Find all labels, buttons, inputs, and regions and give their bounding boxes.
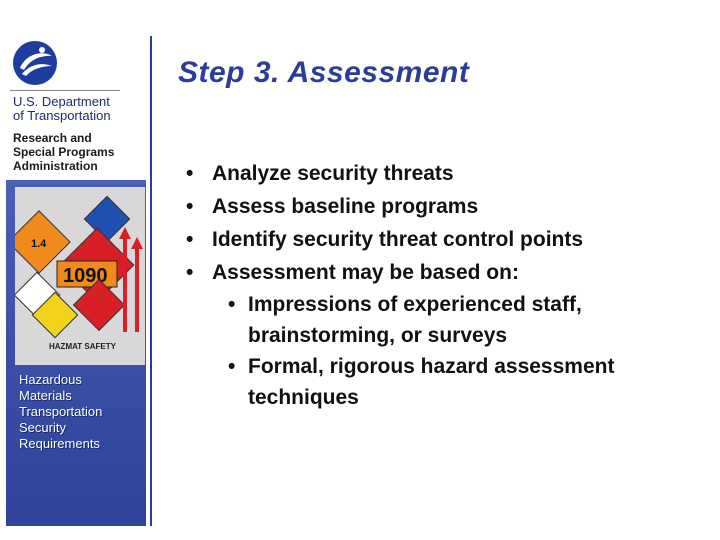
placard-number: 1090: [63, 265, 108, 287]
placard-class-label: 1.4: [31, 238, 47, 250]
bullet-item: • Analyze security threats: [186, 157, 706, 190]
bullet-item: • Assess baseline programs: [186, 190, 706, 223]
bullet-item-text: Assessment may be based on:: [212, 261, 519, 284]
agency-name: Research and Special Programs Administration: [13, 131, 115, 173]
divider-line: [150, 36, 152, 526]
bullet-item: • Identify security threat control points: [186, 223, 706, 256]
logo-divider: [10, 90, 120, 91]
department-name: U.S. Department of Transportation: [13, 94, 111, 123]
slide-title: Step 3. Assessment: [178, 56, 470, 89]
hazmat-placards-image: [15, 187, 145, 365]
sub-bullet-item: • Formal, rigorous hazard assessment techniques: [228, 351, 706, 413]
sidebar: [0, 0, 150, 540]
bullet-list: [186, 157, 706, 413]
sub-bullet-list: [212, 289, 706, 413]
sidebar-caption: Hazardous Materials Transportation Security Requirements: [19, 372, 103, 451]
hazmat-safety-label: HAZMAT SAFETY: [49, 342, 116, 351]
dot-logo-icon: [12, 40, 58, 86]
bullet-item: [186, 256, 706, 413]
sub-bullet-item: • Impressions of experienced staff, brainstorming, or surveys: [228, 289, 706, 351]
